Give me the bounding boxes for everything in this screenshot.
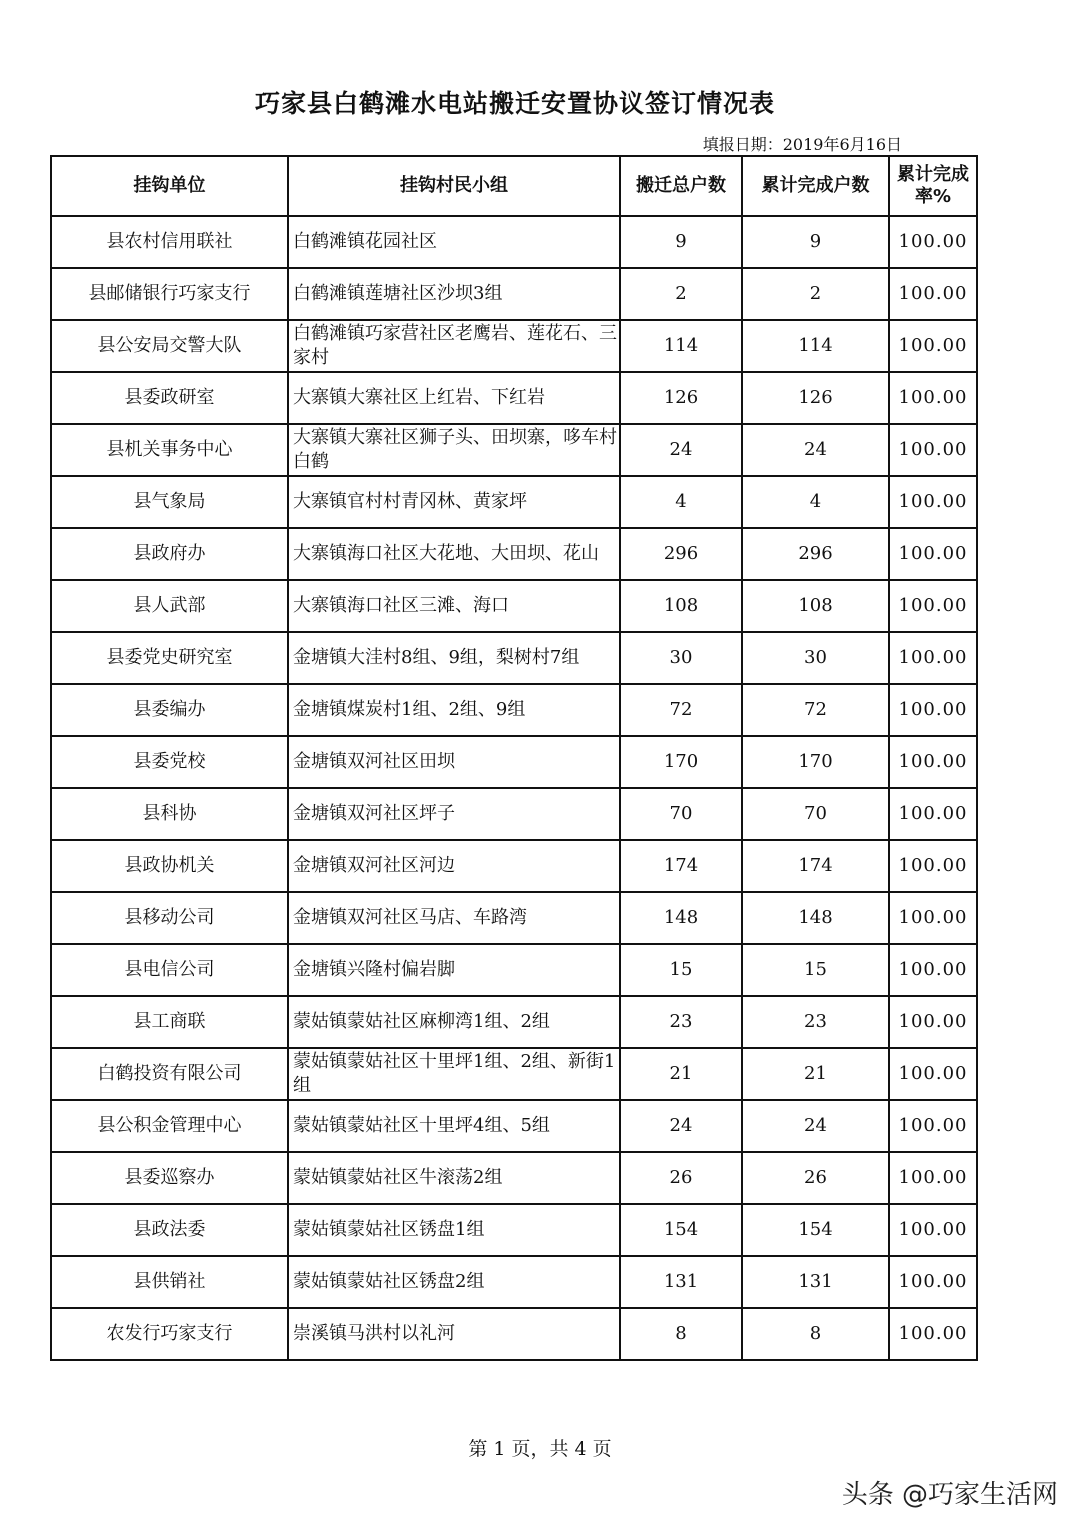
header-rate: 累计完成率% [889, 156, 977, 216]
cell-total: 26 [620, 1152, 742, 1204]
cell-rate: 100.00 [889, 320, 977, 372]
cell-rate: 100.00 [889, 268, 977, 320]
cell-rate: 100.00 [889, 684, 977, 736]
cell-group: 大寨镇大寨社区上红岩、下红岩 [288, 372, 620, 424]
cell-rate: 100.00 [889, 840, 977, 892]
cell-done: 21 [742, 1048, 889, 1100]
cell-unit: 县公积金管理中心 [51, 1100, 288, 1152]
cell-unit: 县公安局交警大队 [51, 320, 288, 372]
table-row [51, 320, 977, 372]
cell-total: 174 [620, 840, 742, 892]
cell-group: 白鹤滩镇莲塘社区沙坝3组 [288, 268, 620, 320]
cell-rate: 100.00 [889, 944, 977, 996]
cell-done: 154 [742, 1204, 889, 1256]
cell-done: 24 [742, 424, 889, 476]
cell-group: 金塘镇兴隆村偏岩脚 [288, 944, 620, 996]
cell-done: 24 [742, 1100, 889, 1152]
cell-done: 70 [742, 788, 889, 840]
cell-rate: 100.00 [889, 1100, 977, 1152]
cell-total: 70 [620, 788, 742, 840]
cell-group: 白鹤滩镇巧家营社区老鹰岩、莲花石、三家村 [288, 320, 620, 372]
cell-rate: 100.00 [889, 1204, 977, 1256]
cell-group: 白鹤滩镇花园社区 [288, 216, 620, 268]
cell-unit: 县政法委 [51, 1204, 288, 1256]
cell-done: 26 [742, 1152, 889, 1204]
cell-total: 148 [620, 892, 742, 944]
cell-total: 8 [620, 1308, 742, 1360]
cell-unit: 县供销社 [51, 1256, 288, 1308]
table-row [51, 1048, 977, 1100]
table-row [51, 216, 977, 268]
table-row [51, 1204, 977, 1256]
cell-rate: 100.00 [889, 1308, 977, 1360]
cell-rate: 100.00 [889, 1048, 977, 1100]
cell-total: 108 [620, 580, 742, 632]
table-row [51, 996, 977, 1048]
cell-group: 金塘镇双河社区马店、车路湾 [288, 892, 620, 944]
cell-unit: 县机关事务中心 [51, 424, 288, 476]
cell-total: 4 [620, 476, 742, 528]
cell-group: 金塘镇双河社区田坝 [288, 736, 620, 788]
watermark: 头条 @巧家生活网 [841, 1480, 1058, 1510]
table-row [51, 632, 977, 684]
cell-unit: 县气象局 [51, 476, 288, 528]
cell-done: 23 [742, 996, 889, 1048]
cell-rate: 100.00 [889, 736, 977, 788]
table-row [51, 528, 977, 580]
cell-unit: 县人武部 [51, 580, 288, 632]
table-row [51, 372, 977, 424]
cell-group: 金塘镇煤炭村1组、2组、9组 [288, 684, 620, 736]
cell-total: 296 [620, 528, 742, 580]
table-row [51, 268, 977, 320]
cell-total: 21 [620, 1048, 742, 1100]
table-row [51, 788, 977, 840]
cell-done: 296 [742, 528, 889, 580]
cell-rate: 100.00 [889, 216, 977, 268]
cell-rate: 100.00 [889, 372, 977, 424]
cell-total: 72 [620, 684, 742, 736]
cell-done: 4 [742, 476, 889, 528]
relocation-table [50, 155, 978, 1361]
cell-done: 174 [742, 840, 889, 892]
cell-total: 15 [620, 944, 742, 996]
cell-group: 金塘镇大洼村8组、9组，梨树村7组 [288, 632, 620, 684]
cell-unit: 农发行巧家支行 [51, 1308, 288, 1360]
table-row [51, 736, 977, 788]
cell-rate: 100.00 [889, 424, 977, 476]
cell-rate: 100.00 [889, 1256, 977, 1308]
cell-unit: 县委政研室 [51, 372, 288, 424]
fill-date: 填报日期：2019年6月16日 [702, 135, 902, 154]
cell-unit: 县科协 [51, 788, 288, 840]
table-row [51, 1152, 977, 1204]
page-footer: 第 1 页，共 4 页 [468, 1438, 612, 1460]
cell-total: 23 [620, 996, 742, 1048]
cell-group: 金塘镇双河社区河边 [288, 840, 620, 892]
cell-total: 2 [620, 268, 742, 320]
cell-unit: 白鹤投资有限公司 [51, 1048, 288, 1100]
cell-total: 24 [620, 1100, 742, 1152]
cell-rate: 100.00 [889, 580, 977, 632]
document-title: 巧家县白鹤滩水电站搬迁安置协议签订情况表 [254, 89, 775, 118]
header-group: 挂钩村民小组 [288, 156, 620, 216]
cell-unit: 县移动公司 [51, 892, 288, 944]
table-row [51, 1308, 977, 1360]
cell-done: 72 [742, 684, 889, 736]
cell-group: 大寨镇官村村青冈林、黄家坪 [288, 476, 620, 528]
table-row [51, 424, 977, 476]
cell-total: 131 [620, 1256, 742, 1308]
cell-group: 大寨镇海口社区三滩、海口 [288, 580, 620, 632]
table-row [51, 892, 977, 944]
cell-done: 131 [742, 1256, 889, 1308]
cell-unit: 县农村信用联社 [51, 216, 288, 268]
cell-done: 30 [742, 632, 889, 684]
table-row [51, 580, 977, 632]
header-done: 累计完成户数 [742, 156, 889, 216]
cell-group: 蒙姑镇蒙姑社区十里坪1组、2组、新街1组 [288, 1048, 620, 1100]
cell-unit: 县电信公司 [51, 944, 288, 996]
cell-group: 大寨镇海口社区大花地、大田坝、花山 [288, 528, 620, 580]
cell-done: 2 [742, 268, 889, 320]
cell-total: 114 [620, 320, 742, 372]
cell-unit: 县委党校 [51, 736, 288, 788]
cell-total: 126 [620, 372, 742, 424]
cell-rate: 100.00 [889, 788, 977, 840]
cell-done: 170 [742, 736, 889, 788]
cell-group: 蒙姑镇蒙姑社区十里坪4组、5组 [288, 1100, 620, 1152]
cell-done: 126 [742, 372, 889, 424]
cell-done: 108 [742, 580, 889, 632]
cell-rate: 100.00 [889, 1152, 977, 1204]
table-row [51, 1100, 977, 1152]
cell-total: 24 [620, 424, 742, 476]
cell-group: 大寨镇大寨社区狮子头、田坝寨，哆车村白鹤 [288, 424, 620, 476]
table-row [51, 684, 977, 736]
cell-done: 9 [742, 216, 889, 268]
cell-group: 金塘镇双河社区坪子 [288, 788, 620, 840]
cell-unit: 县委党史研究室 [51, 632, 288, 684]
cell-done: 8 [742, 1308, 889, 1360]
cell-rate: 100.00 [889, 996, 977, 1048]
cell-total: 154 [620, 1204, 742, 1256]
table-row [51, 476, 977, 528]
cell-unit: 县政协机关 [51, 840, 288, 892]
header-unit: 挂钩单位 [51, 156, 288, 216]
cell-rate: 100.00 [889, 528, 977, 580]
cell-unit: 县工商联 [51, 996, 288, 1048]
cell-rate: 100.00 [889, 632, 977, 684]
cell-unit: 县委巡察办 [51, 1152, 288, 1204]
cell-unit: 县政府办 [51, 528, 288, 580]
cell-done: 148 [742, 892, 889, 944]
cell-total: 9 [620, 216, 742, 268]
cell-unit: 县委编办 [51, 684, 288, 736]
header-total: 搬迁总户数 [620, 156, 742, 216]
cell-total: 30 [620, 632, 742, 684]
cell-rate: 100.00 [889, 892, 977, 944]
cell-done: 114 [742, 320, 889, 372]
cell-unit: 县邮储银行巧家支行 [51, 268, 288, 320]
table-row [51, 944, 977, 996]
table-row [51, 840, 977, 892]
cell-group: 崇溪镇马洪村以礼河 [288, 1308, 620, 1360]
cell-group: 蒙姑镇蒙姑社区锈盘1组 [288, 1204, 620, 1256]
cell-group: 蒙姑镇蒙姑社区锈盘2组 [288, 1256, 620, 1308]
cell-rate: 100.00 [889, 476, 977, 528]
table-header-row [51, 156, 977, 216]
cell-total: 170 [620, 736, 742, 788]
table-row [51, 1256, 977, 1308]
cell-group: 蒙姑镇蒙姑社区牛滚荡2组 [288, 1152, 620, 1204]
cell-group: 蒙姑镇蒙姑社区麻柳湾1组、2组 [288, 996, 620, 1048]
cell-done: 15 [742, 944, 889, 996]
